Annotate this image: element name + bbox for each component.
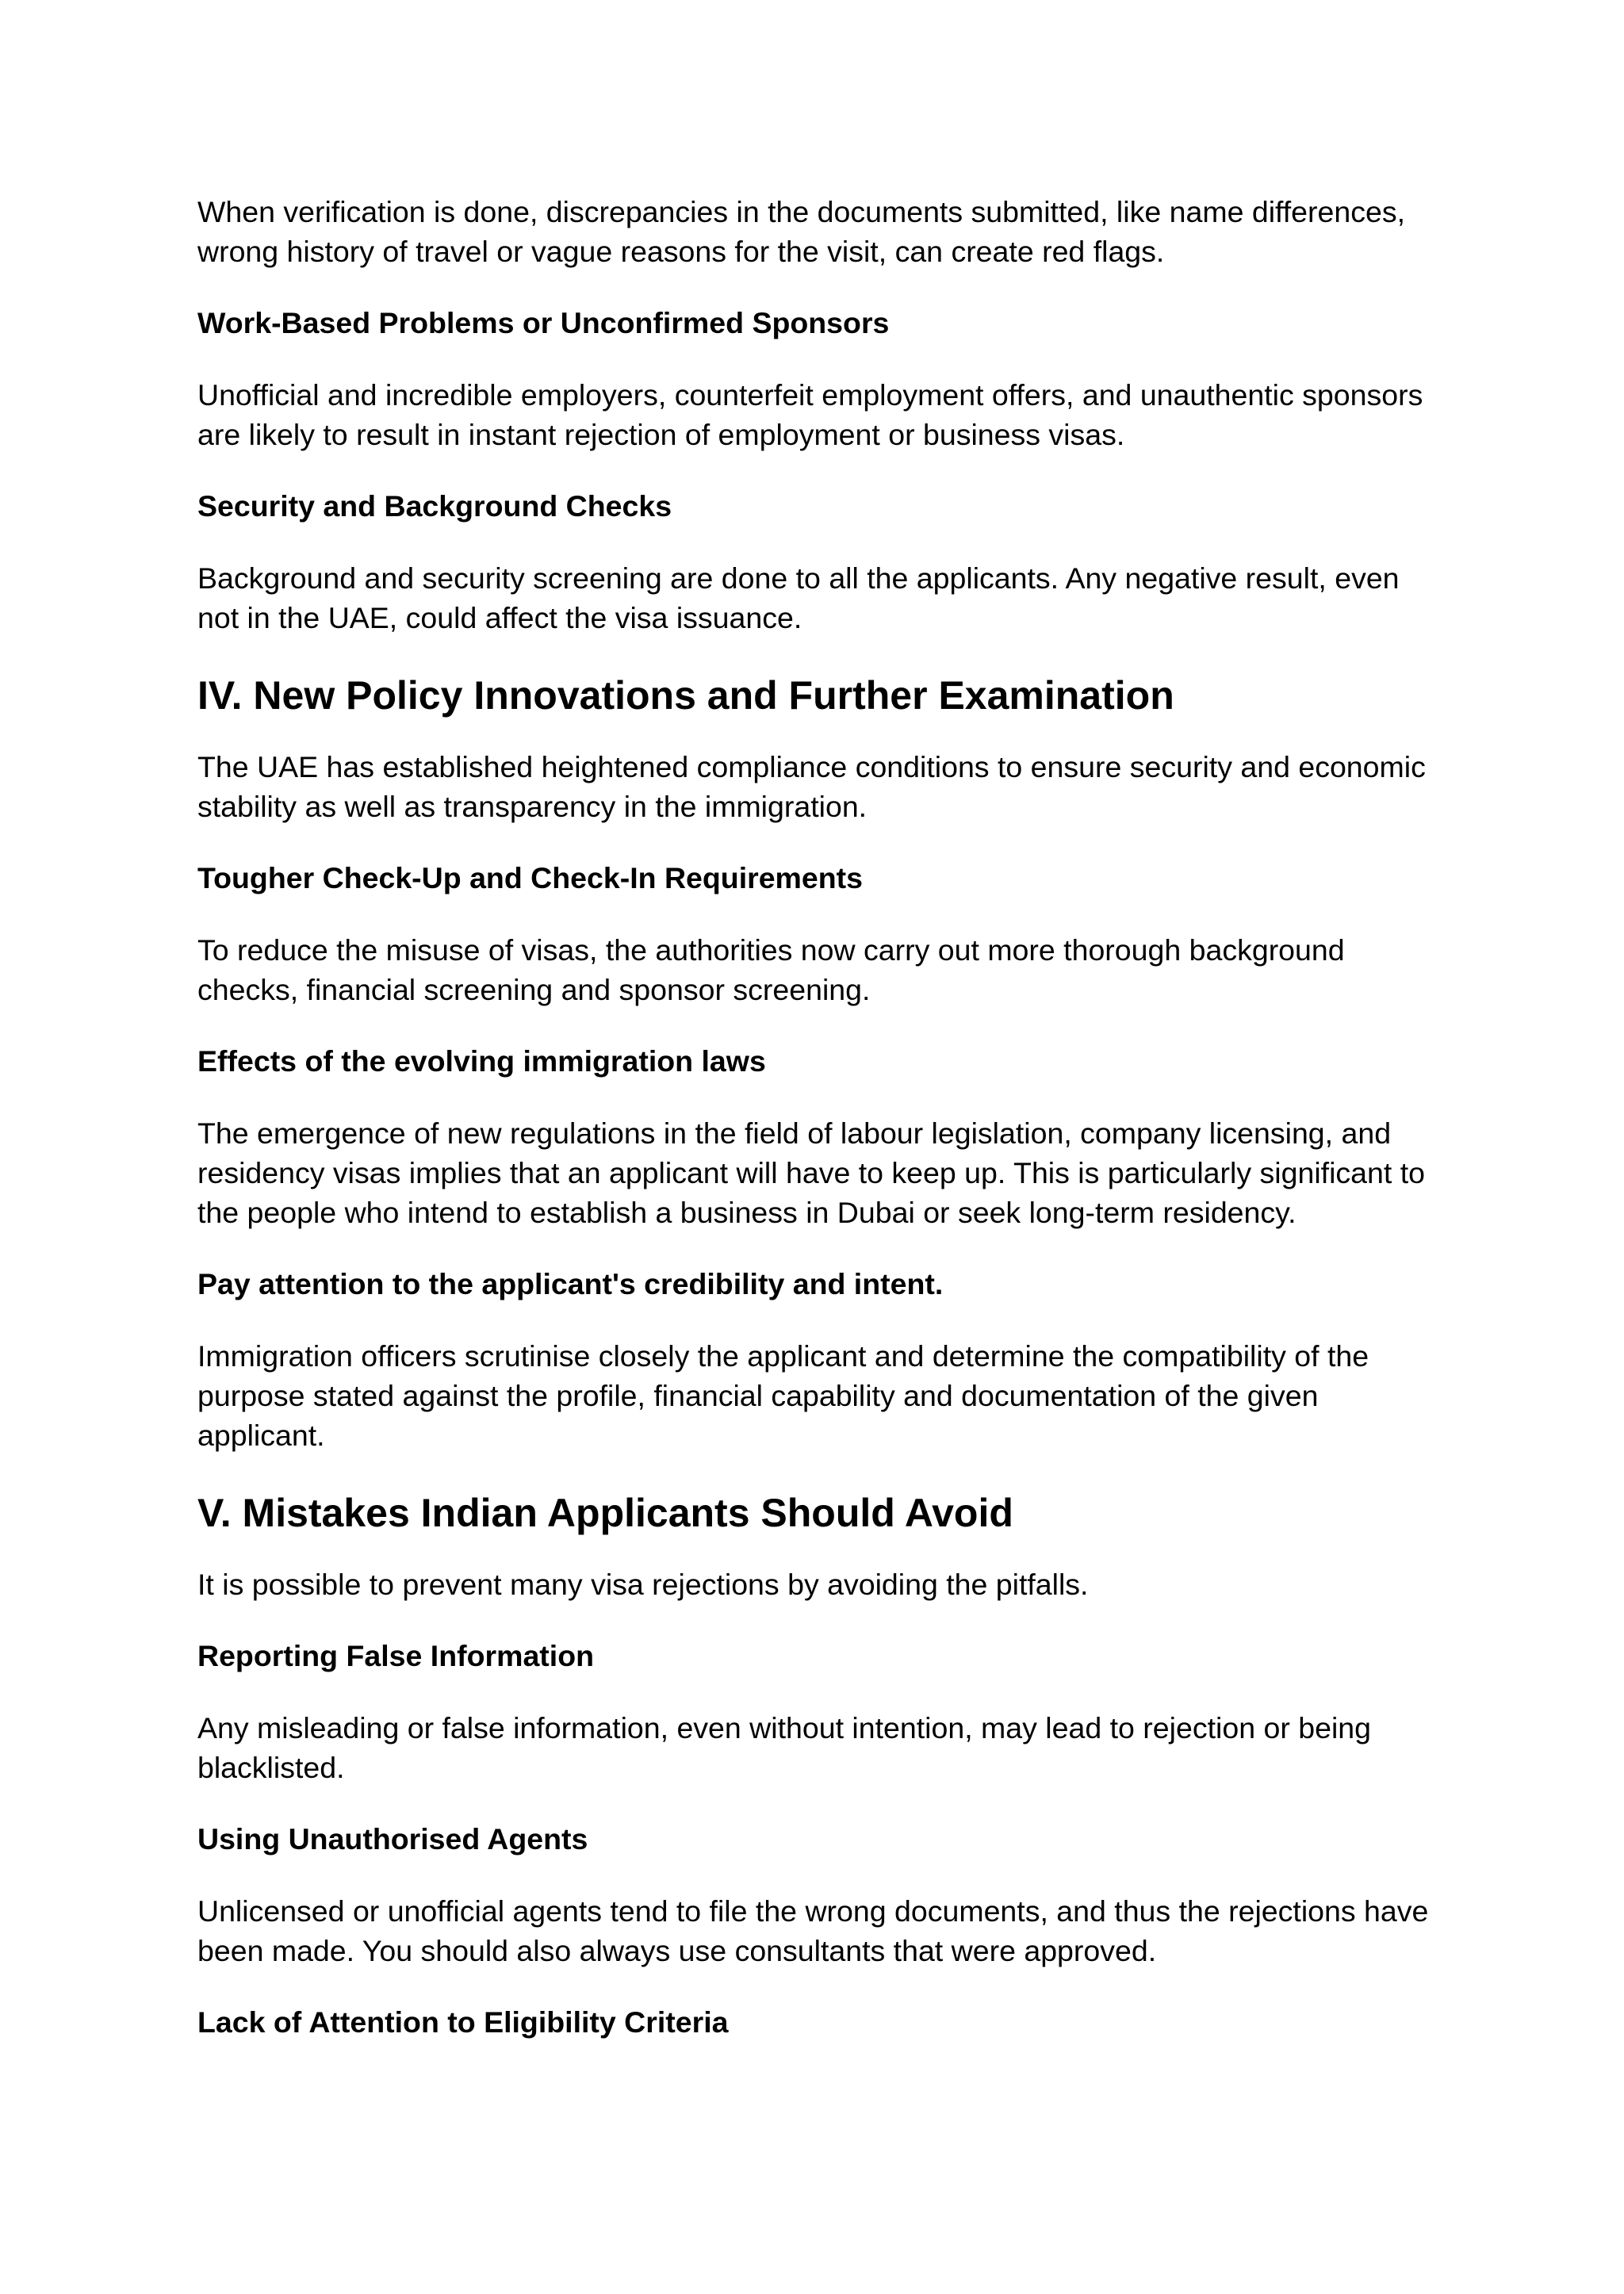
paragraph-verification-discrepancies: When verification is done, discrepancies in the documents submitted, like name differences, wrong history of travel or vague reasons for the visit, can create red flags.: [197, 195, 1406, 268]
paragraph-reduce-misuse: To reduce the misuse of visas, the authorities now carry out more thorough background checks, financial screening and sponsor screening.: [197, 933, 1345, 1006]
section-title-mistakes: V. Mistakes Indian Applicants Should Avoid: [197, 1491, 1013, 1535]
paragraph-compliance-conditions: The UAE has established heightened compliance conditions to ensure security and economic stability as well as transparency in the immigration.: [197, 750, 1426, 823]
paragraph-background-screening: Background and security screening are done to all the applicants. Any negative result, even not in the UAE, could affect the visa issuance.: [197, 561, 1400, 634]
subheading-work-based-problems: Work-Based Problems or Unconfirmed Sponsors: [197, 306, 890, 339]
subheading-evolving-laws: Effects of the evolving immigration laws: [197, 1044, 766, 1078]
subheading-credibility-intent: Pay attention to the applicant's credibility and intent.: [197, 1267, 944, 1300]
subheading-tougher-checks: Tougher Check-Up and Check-In Requirements: [197, 861, 864, 894]
paragraph-unlicensed-agents: Unlicensed or unofficial agents tend to file the wrong documents, and thus the rejections have been made. You should also always use consultants that were approved.: [197, 1894, 1429, 1967]
subheading-security-checks: Security and Background Checks: [197, 489, 672, 523]
subheading-eligibility-criteria: Lack of Attention to Eligibility Criteria: [197, 2005, 729, 2039]
paragraph-misleading-info: Any misleading or false information, even without intention, may lead to rejection or being blacklisted.: [197, 1711, 1371, 1784]
paragraph-officers-scrutinise: Immigration officers scrutinise closely the applicant and determine the compatibility of the purpose stated against the profile, financial capability and documentation of the given applicant.: [197, 1339, 1369, 1452]
paragraph-prevent-rejections: It is possible to prevent many visa rejections by avoiding the pitfalls.: [197, 1568, 1089, 1601]
subheading-false-information: Reporting False Information: [197, 1639, 595, 1672]
document-body: [197, 192, 1434, 2074]
section-title-new-policy: IV. New Policy Innovations and Further Examination: [197, 673, 1174, 718]
paragraph-new-regulations: The emergence of new regulations in the field of labour legislation, company licensing, and residency visas implies that an applicant will have to keep up. This is particularly significant to the people who intend to establish a business in Dubai or seek long-term residency.: [197, 1116, 1425, 1229]
paragraph-unofficial-employers: Unofficial and incredible employers, counterfeit employment offers, and unauthentic sponsors are likely to result in instant rejection of employment or business visas.: [197, 378, 1423, 451]
subheading-unauthorised-agents: Using Unauthorised Agents: [197, 1822, 588, 1855]
